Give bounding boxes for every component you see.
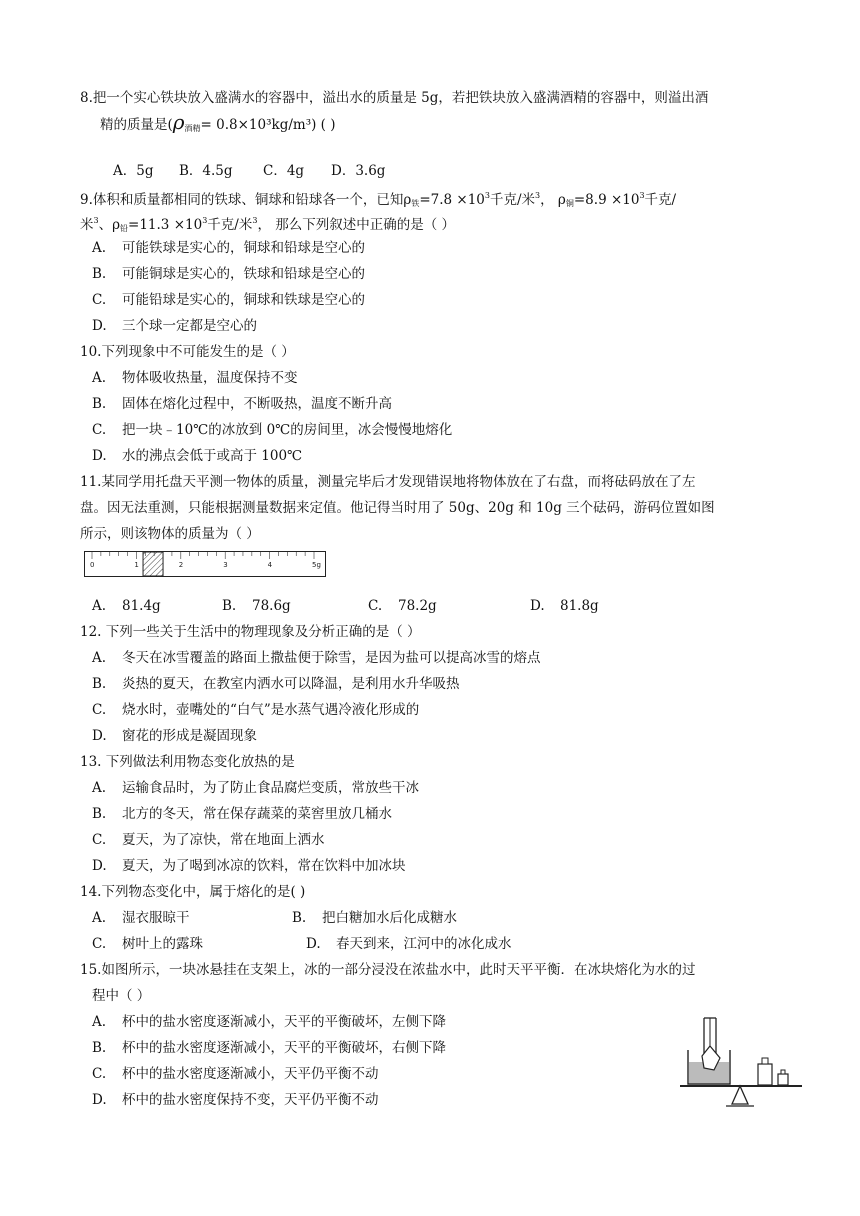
q11-stem-line1: 11.某同学用托盘天平测一物体的质量，测量完毕后才发现错误地将物体放在了右盘，而将砝码放在了左 [80, 474, 696, 490]
q13-option-d[interactable] [92, 856, 406, 876]
q9-stem-line1 [80, 186, 676, 214]
sup-3: 3 [202, 216, 208, 225]
option-label: B. [92, 1040, 107, 1056]
option-text: 窗花的形成是凝固现象 [122, 728, 257, 744]
q15-stem-line1: 15.如图所示，一块冰悬挂在支架上，冰的一部分浸没在浓盐水中，此时天平平衡．在冰块熔化为水的过 [80, 962, 696, 978]
q9-text: 米 [80, 217, 94, 233]
q9-text: =8.9 ×10 [573, 192, 640, 208]
weight-small [778, 1074, 788, 1085]
option-text: 物体吸收热量，温度保持不变 [122, 370, 298, 386]
option-label: D. [530, 598, 545, 614]
q13-option-b[interactable] [92, 804, 392, 824]
option-text: 炎热的夏天，在教室内洒水可以降温，是利用水升华吸热 [122, 676, 460, 692]
q10-option-b[interactable] [92, 394, 392, 414]
q9-text: 千克/米 [207, 217, 253, 233]
option-label: C. [368, 598, 383, 614]
q14-option-d[interactable] [306, 934, 512, 954]
q8-option-d[interactable]: D．3.6g [331, 163, 386, 179]
q14-stem: 14.下列物态变化中，属于熔化的是( ) [80, 884, 306, 900]
sup-3: 3 [484, 191, 490, 200]
option-label: A. [92, 650, 107, 666]
q8-stem-prefix: 精的质量是( [100, 117, 173, 133]
option-text: 78.6g [252, 598, 291, 614]
q11-stem-line2: 盘。因无法重测，只能根据测量数据来定值。他记得当时用了 50g、20g 和 10g 三个砝码，游码位置如图 [80, 500, 715, 516]
option-text: 固体在熔化过程中，不断吸热，温度不断升高 [122, 396, 392, 412]
sub-lead: 铅 [120, 224, 129, 233]
sub-copper: 铜 [565, 199, 574, 208]
option-text: 杯中的盐水密度逐渐减小，天平的平衡破坏，左侧下降 [122, 1014, 446, 1030]
weight-large [758, 1064, 772, 1085]
q13-stem: 13. 下列做法利用物态变化放热的是 [80, 754, 295, 770]
q12-option-a[interactable] [92, 648, 541, 668]
option-label: B. [92, 806, 107, 822]
q9-option-b[interactable] [92, 264, 365, 284]
sup-3: 3 [639, 191, 645, 200]
ruler-tick-label: 2 [178, 561, 184, 569]
option-label: B. [92, 676, 107, 692]
option-text: 81.4g [122, 598, 161, 614]
option-label: B. [292, 910, 307, 926]
option-label: A. [92, 780, 107, 796]
option-text: 杯中的盐水密度保持不变，天平仍平衡不动 [122, 1092, 379, 1108]
option-text: 烧水时，壶嘴处的“白气”是水蒸气遇冷液化形成的 [122, 702, 420, 718]
option-label: A. [92, 910, 107, 926]
q14-option-c[interactable] [92, 934, 203, 954]
rider-weight [143, 552, 163, 576]
option-text: 春天到来，江河中的冰化成水 [336, 936, 512, 952]
q9-option-d[interactable] [92, 316, 257, 336]
option-text: 可能铁球是实心的，铜球和铅球是空心的 [122, 240, 365, 256]
q13-option-a[interactable] [92, 778, 419, 798]
q11-option-a[interactable] [92, 596, 161, 616]
option-text: 可能铜球是实心的，铁球和铅球是空心的 [122, 266, 365, 282]
sub-iron: 铁 [411, 199, 420, 208]
q11-option-c[interactable] [368, 596, 437, 616]
option-text: 杯中的盐水密度逐渐减小，天平仍平衡不动 [122, 1066, 379, 1082]
q9-text: =7.8 ×10 [419, 192, 485, 208]
q12-option-b[interactable] [92, 674, 460, 694]
q15-option-a[interactable] [92, 1012, 446, 1032]
q8-stem-line1: 8.把一个实心铁块放入盛满水的容器中，溢出水的质量是 5g，若把铁块放入盛满酒精的容器中，则溢出酒 [80, 90, 709, 106]
q14-option-a[interactable] [92, 908, 190, 928]
rho-symbol: ρ [172, 110, 185, 134]
q11-option-d[interactable] [530, 596, 599, 616]
option-text: 水的沸点会低于或高于 100℃ [122, 448, 303, 464]
option-text: 78.2g [398, 598, 437, 614]
ruler-tick-label: 1 [134, 561, 139, 569]
q10-option-c[interactable] [92, 420, 452, 440]
option-label: D. [92, 858, 107, 874]
option-text: 运输食品时，为了防止食品腐烂变质，常放些干冰 [122, 780, 419, 796]
option-label: D. [92, 1092, 107, 1108]
ruler-tick-label: 3 [223, 561, 228, 569]
option-text: 三个球一定都是空心的 [122, 318, 257, 334]
q11-stem-line3: 所示，则该物体的质量为（ ） [80, 526, 260, 542]
option-text: 夏天，为了凉快，常在地面上洒水 [122, 832, 325, 848]
q8-stem-suffix: = 0.8×10³kg/m³) ( ) [200, 117, 336, 133]
option-text: 可能铅球是实心的，铜球和铁球是空心的 [122, 292, 365, 308]
option-label: A. [92, 1014, 107, 1030]
option-text: 夏天，为了喝到冰凉的饮料，常在饮料中加冰块 [122, 858, 406, 874]
option-text: 北方的冬天，常在保存蔬菜的菜窖里放几桶水 [122, 806, 392, 822]
option-text: 杯中的盐水密度逐渐减小，天平的平衡破坏，右侧下降 [122, 1040, 446, 1056]
q15-option-b[interactable] [92, 1038, 446, 1058]
option-label: C. [92, 832, 107, 848]
option-label: C. [92, 292, 107, 308]
q15-option-d[interactable] [92, 1090, 379, 1110]
sup-3: 3 [535, 191, 541, 200]
option-text: 81.8g [560, 598, 599, 614]
q12-option-d[interactable] [92, 726, 257, 746]
option-label: B. [222, 598, 237, 614]
q9-option-c[interactable] [92, 290, 365, 310]
q8-option-a[interactable]: A．5g [113, 163, 154, 179]
q9-text: 、ρ [98, 217, 121, 233]
q10-stem: 10.下列现象中不可能发生的是（ ） [80, 344, 295, 360]
option-label: C. [92, 1066, 107, 1082]
option-text: 把白糖加水后化成糖水 [322, 910, 457, 926]
q8-stem-line2 [100, 112, 336, 139]
q14-option-b[interactable] [292, 908, 457, 928]
q12-option-c[interactable] [92, 700, 419, 720]
option-label: A. [92, 370, 107, 386]
q10-option-d[interactable] [92, 446, 302, 466]
ice-balance-figure [674, 1016, 804, 1110]
rho-subscript: 酒精 [184, 124, 201, 133]
ruler-tick-label: 4 [267, 561, 273, 569]
q9-text: ， ρ [540, 192, 566, 208]
option-label: C. [92, 702, 107, 718]
q9-text: 9.体积和质量都相同的铁球、铜球和铅球各一个，已知ρ [80, 192, 412, 208]
option-label: B. [92, 396, 107, 412]
option-text: 湿衣服晾干 [122, 910, 190, 926]
q9-stem-line2 [80, 211, 455, 239]
option-label: A. [92, 598, 107, 614]
option-text: 树叶上的露珠 [122, 936, 203, 952]
q15-option-c[interactable] [92, 1064, 379, 1084]
option-label: D. [92, 728, 107, 744]
q9-text: 千克/米 [489, 192, 536, 208]
q13-option-c[interactable] [92, 830, 325, 850]
q9-text: =11.3 ×10 [128, 217, 203, 233]
sup-3: 3 [252, 216, 258, 225]
option-label: C. [92, 422, 107, 438]
option-label: A. [92, 240, 107, 256]
option-label: D. [92, 448, 107, 464]
q15-stem-line2: 程中（ ） [92, 988, 151, 1004]
q8-option-b[interactable]: B．4.5g [179, 163, 233, 179]
option-label: B. [92, 266, 107, 282]
q9-text: 千克/ [644, 192, 677, 208]
option-text: 冬天在冰雪覆盖的路面上撒盐便于除雪，是因为盐可以提高冰雪的熔点 [122, 650, 541, 666]
balance-fulcrum [732, 1086, 748, 1104]
q12-stem: 12. 下列一些关于生活中的物理现象及分析正确的是（ ） [80, 624, 421, 640]
q8-option-c[interactable]: C．4g [263, 163, 305, 179]
q10-option-a[interactable] [92, 368, 298, 388]
q9-option-a[interactable] [92, 238, 365, 258]
option-text: 把一块﹣10℃的冰放到 0℃的房间里，冰会慢慢地熔化 [122, 422, 453, 438]
option-label: C. [92, 936, 107, 952]
option-label: D. [306, 936, 321, 952]
option-label: D. [92, 318, 107, 334]
balance-rider-ruler [84, 551, 326, 577]
q9-text: ， 那么下列叙述中正确的是（ ） [257, 217, 456, 233]
ruler-tick-label: 5g [312, 561, 321, 569]
q11-option-b[interactable] [222, 596, 291, 616]
ruler-tick-label: 0 [90, 561, 95, 569]
sup-3: 3 [93, 216, 99, 225]
